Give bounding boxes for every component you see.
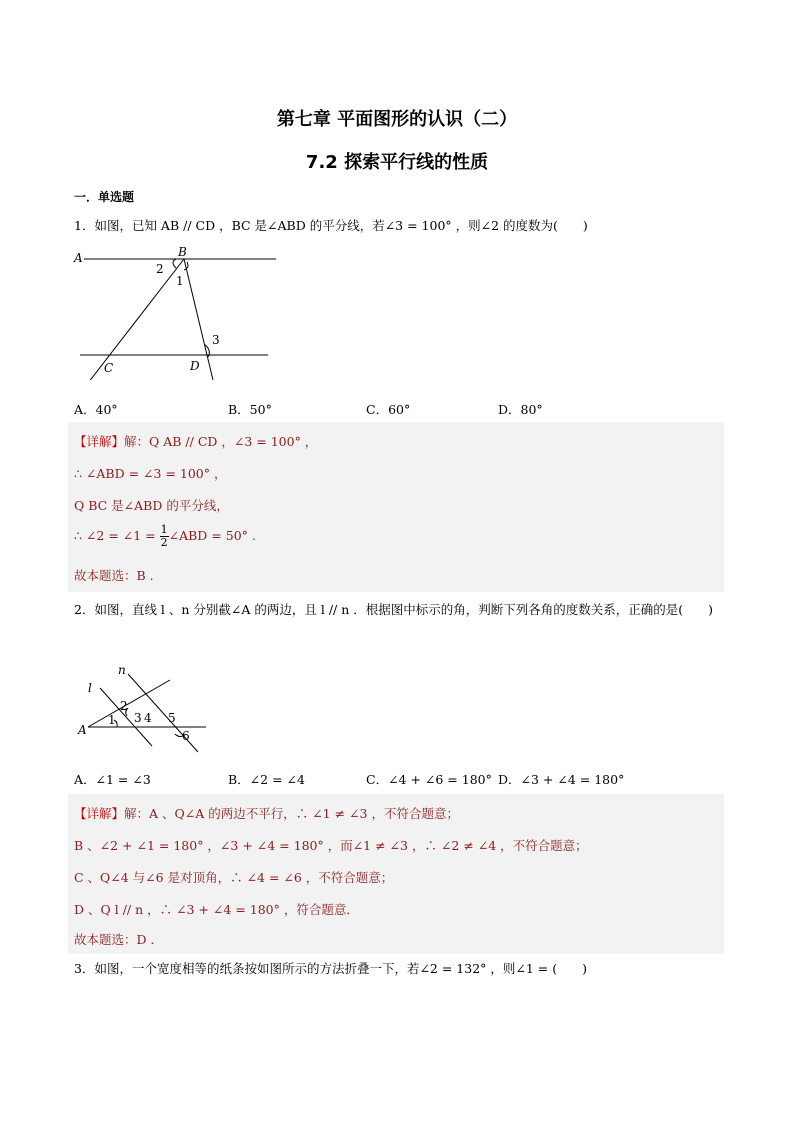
q1-solution-line-5: 故本题选：B .	[74, 568, 154, 583]
q2-solution-line-2: B 、∠2 + ∠1 = 180° ，∠3 + ∠4 = 180° ，而∠1 ≠ ∠3 ，∴ ∠2 ≠ ∠4 ，不符合题意；	[74, 838, 588, 853]
q1-solution-line-3: Q BC 是∠ABD 的平分线，	[74, 498, 229, 513]
section-title: 7.2 探索平行线的性质	[305, 152, 489, 173]
q1-angle-1: 1	[176, 274, 184, 288]
q2-label-l: l	[88, 681, 92, 695]
q2-solution-line-4: D 、Q l // n ，∴ ∠3 + ∠4 = 180° ，符合题意．	[74, 902, 359, 917]
question-1-figure	[70, 240, 285, 380]
q2-option-d[interactable]: D．∠3 + ∠4 = 180°	[498, 772, 625, 787]
q2-label-a: A	[78, 723, 87, 737]
q1-option-b[interactable]: B．50°	[228, 402, 272, 417]
q1-solution-line-1: 【详解】解：Q AB // CD ，∠3 = 100° ，	[74, 434, 318, 449]
q1-angle-3: 3	[212, 333, 220, 347]
q2-label-n: n	[118, 663, 126, 677]
q2-option-c[interactable]: C．∠4 + ∠6 = 180°	[366, 772, 492, 787]
question-1-text: 1．如图，已知 AB // CD ，BC 是∠ABD 的平分线，若∠3 = 100° ，则∠2 的度数为( )	[74, 218, 588, 233]
q2-angle-2: 2	[120, 699, 128, 713]
q2-angle-1: 1	[108, 713, 116, 727]
q1-angle-2: 2	[156, 262, 164, 276]
q1-option-c[interactable]: C．60°	[366, 402, 411, 417]
q2-option-a[interactable]: A．∠1 = ∠3	[74, 772, 151, 787]
fraction-one-half: $\frac{1}{2}$	[160, 523, 168, 549]
q2-option-b[interactable]: B．∠2 = ∠4	[228, 772, 305, 787]
question-3-text: 3．如图，一个宽度相等的纸条按如图所示的方法折叠一下，若∠2 = 132° ，则∠1 = ( )	[74, 961, 587, 976]
chapter-title: 第七章 平面图形的认识（二）	[276, 109, 518, 130]
section-label: 一．单选题	[74, 190, 135, 204]
question-1-solution	[68, 422, 724, 592]
question-2-solution	[68, 794, 724, 954]
q2-solution-line-5: 故本题选：D ．	[74, 932, 163, 947]
q2-solution-line-1: 【详解】解：A 、Q∠A 的两边不平行，∴ ∠1 ≠ ∠3 ，不符合题意；	[74, 806, 459, 821]
q1-label-b: B	[178, 245, 187, 259]
q1-label-c: C	[104, 361, 114, 375]
question-2-figure	[70, 660, 215, 760]
q2-angle-5: 5	[168, 711, 176, 725]
q1-solution-line-4: ∴ ∠2 = ∠1 = $\frac{1}{2}$ ∠ABD = 50° .	[74, 523, 256, 549]
q2-solution-line-3: C 、Q∠4 与∠6 是对顶角，∴ ∠4 = ∠6 ，不符合题意；	[74, 870, 394, 885]
q1-option-d[interactable]: D．80°	[498, 402, 543, 417]
q1-option-a[interactable]: A．40°	[74, 402, 118, 417]
question-2-text: 2．如图，直线 l 、n 分别截∠A 的两边，且 l // n ．根据图中标示的角，判断下列各角的度数关系，正确的是( )	[74, 602, 714, 617]
q2-angle-6: 6	[182, 729, 190, 743]
q2-angle-4: 4	[144, 711, 152, 725]
q1-label-d: D	[190, 359, 200, 373]
q2-angle-3: 3	[134, 711, 142, 725]
q1-label-a: A	[74, 251, 83, 265]
q1-solution-line-2: ∴ ∠ABD = ∠3 = 100° ，	[74, 466, 227, 481]
